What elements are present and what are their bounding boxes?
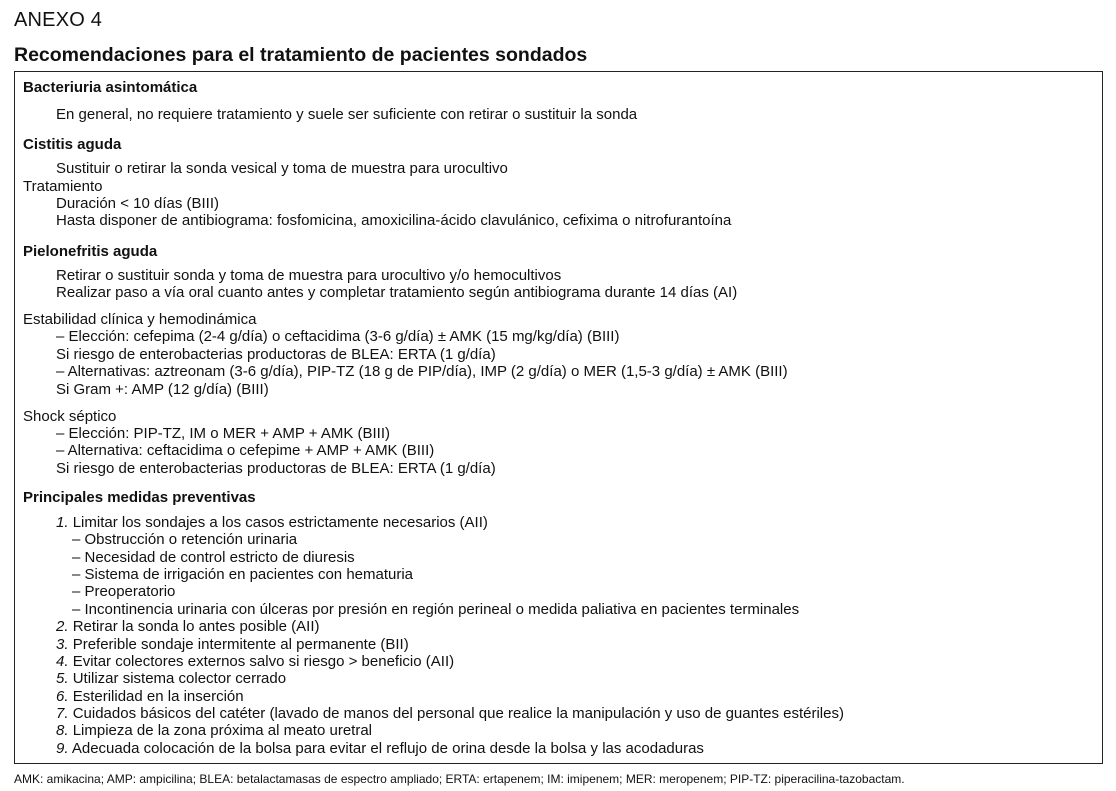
item-text: Cuidados básicos del catéter (lavado de manos del personal que realice la manipulación y uso de guantes estériles) xyxy=(72,705,844,722)
subsection-label-shock: Shock séptico xyxy=(23,408,117,425)
text-line: Hasta disponer de antibiograma: fosfomicina, amoxicilina-ácido clavulánico, cefixima o nitrofurantoína xyxy=(56,212,732,229)
text-line: Sustituir o retirar la sonda vesical y toma de muestra para urocultivo xyxy=(56,160,508,177)
text-line: – Alternativas: aztreonam (3-6 g/día), PIP-TZ (18 g de PIP/día), IMP (2 g/día) o MER (1,5-3 g/día) ± AMK (BIII) xyxy=(56,363,788,380)
list-subitem: – Necesidad de control estricto de diuresis xyxy=(72,549,355,566)
list-subitem: – Preoperatorio xyxy=(72,583,176,600)
item-number: 9. xyxy=(56,740,69,757)
item-number: 8. xyxy=(56,722,69,739)
recommendations-box xyxy=(14,71,1103,764)
text-line: Si riesgo de enterobacterias productoras de BLEA: ERTA (1 g/día) xyxy=(56,346,496,363)
list-subitem: – Obstrucción o retención urinaria xyxy=(72,531,298,548)
item-number: 4. xyxy=(56,653,69,670)
text-line: Tratamiento xyxy=(23,178,103,195)
list-item xyxy=(56,514,488,532)
list-subitem: – Sistema de irrigación en pacientes con hematuria xyxy=(72,566,414,583)
item-number: 5. xyxy=(56,670,69,687)
section-heading-asymptomatic: Bacteriuria asintomática xyxy=(23,79,198,96)
list-item xyxy=(56,670,286,688)
item-text: Retirar la sonda lo antes posible (AII) xyxy=(72,618,320,635)
section-heading-pyelonephritis: Pielonefritis aguda xyxy=(23,243,158,260)
list-item xyxy=(56,636,409,654)
list-item xyxy=(56,688,244,706)
annex-label: ANEXO 4 xyxy=(14,9,103,31)
text-line: – Elección: cefepima (2-4 g/día) o ceftacidima (3-6 g/día) ± AMK (15 mg/kg/día) (BIII) xyxy=(56,328,620,345)
item-text: Preferible sondaje intermitente al permanente (BII) xyxy=(72,636,409,653)
item-number: 7. xyxy=(56,705,69,722)
item-text: Limpieza de la zona próxima al meato uretral xyxy=(72,722,373,739)
item-number: 2. xyxy=(56,618,69,635)
list-item xyxy=(56,653,454,671)
list-subitem: – Incontinencia urinaria con úlceras por presión en región perineal o medida paliativa en pacientes terminales xyxy=(72,601,800,618)
footnote-abbreviations: AMK: amikacina; AMP: ampicilina; BLEA: betalactamasas de espectro ampliado; ERTA: ertapenem; IM: imipenem; MER: meropenem; PIP-TZ: piperacilina-tazobactam. xyxy=(14,772,905,786)
text-line: Duración < 10 días (BIII) xyxy=(56,195,219,212)
item-text: Limitar los sondajes a los casos estrictamente necesarios (AII) xyxy=(72,514,488,531)
item-number: 3. xyxy=(56,636,69,653)
text-line: Realizar paso a vía oral cuanto antes y completar tratamiento según antibiograma durante 14 días (AI) xyxy=(56,284,738,301)
item-text: Utilizar sistema colector cerrado xyxy=(72,670,287,687)
text-line: En general, no requiere tratamiento y suele ser suficiente con retirar o sustituir la sonda xyxy=(56,106,638,123)
text-line: – Alternativa: ceftacidima o cefepime + AMP + AMK (BIII) xyxy=(56,442,435,459)
section-heading-prevention: Principales medidas preventivas xyxy=(23,489,256,506)
item-number: 6. xyxy=(56,688,69,705)
text-line: Retirar o sustituir sonda y toma de muestra para urocultivo y/o hemocultivos xyxy=(56,267,562,284)
list-item xyxy=(56,618,319,636)
subsection-label-stability: Estabilidad clínica y hemodinámica xyxy=(23,311,257,328)
text-line: Si riesgo de enterobacterias productoras de BLEA: ERTA (1 g/día) xyxy=(56,460,496,477)
list-item xyxy=(56,705,844,723)
list-item xyxy=(56,722,372,740)
text-line: Si Gram +: AMP (12 g/día) (BIII) xyxy=(56,381,269,398)
section-heading-cystitis: Cistitis aguda xyxy=(23,136,122,153)
list-item xyxy=(56,740,704,758)
page-title: Recomendaciones para el tratamiento de pacientes sondados xyxy=(14,44,588,66)
item-text: Adecuada colocación de la bolsa para evitar el reflujo de orina desde la bolsa y las acodaduras xyxy=(71,740,704,757)
item-text: Esterilidad en la inserción xyxy=(72,688,244,705)
text-line: – Elección: PIP-TZ, IM o MER + AMP + AMK (BIII) xyxy=(56,425,390,442)
item-number: 1. xyxy=(56,514,69,531)
item-text: Evitar colectores externos salvo si riesgo > beneficio (AII) xyxy=(72,653,455,670)
